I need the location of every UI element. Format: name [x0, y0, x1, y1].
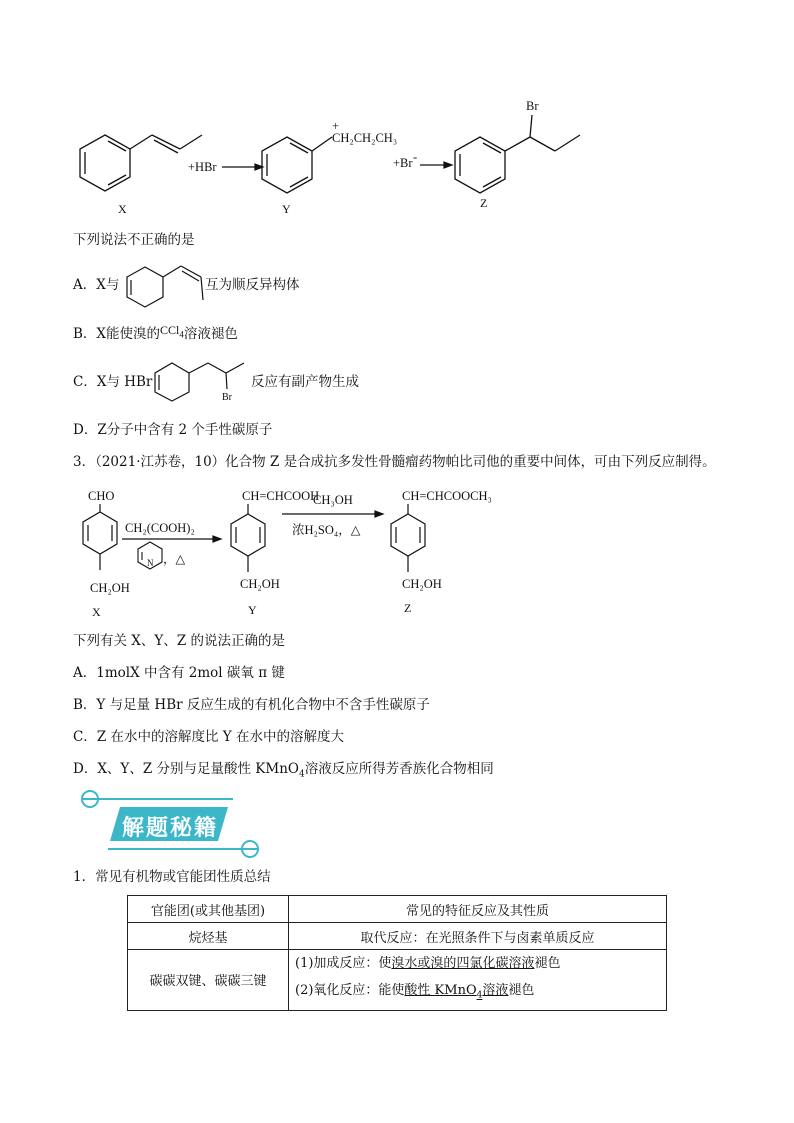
q2-option-a[interactable] [73, 276, 119, 294]
arrow-2 [420, 162, 452, 168]
ccl4-formula: CCl$_4$ [160, 323, 184, 340]
structure-z [455, 115, 580, 193]
cis-isomer-structure [123, 262, 205, 310]
bromopropyl-structure [152, 357, 247, 403]
q2-option-c[interactable] [73, 373, 152, 391]
ring-z [391, 504, 425, 572]
x-cho: CHO [88, 489, 115, 503]
row2-line2: (2)氧化反应：能使酸性 KMnO$_4$溶液褪色 [295, 983, 535, 1001]
header-group: 官能团(或其他基团) [128, 896, 289, 923]
label-x: X [118, 202, 127, 216]
row1-desc: 取代反应：在光照条件下与卤素单质反应 [289, 923, 667, 950]
table-row [128, 923, 667, 950]
reagent-hbr: +HBr [188, 160, 217, 174]
z-top: CH=CHCOOCH₃ [402, 489, 492, 503]
arrow-3b [282, 511, 383, 517]
q3-option-b[interactable]: B．Y 与足量 HBr 反应生成的有机化合物中不含手性碳原子 [73, 697, 430, 713]
q3-prompt: 下列有关 X、Y、Z 的说法正确的是 [73, 633, 285, 649]
arrow1-cond: ，△ [163, 552, 186, 566]
label-y: Y [282, 202, 291, 216]
arrow-1 [222, 164, 263, 170]
q2-option-c-suffix: 反应有副产物生成 [251, 374, 359, 390]
properties-table [127, 895, 667, 1011]
q3-option-a[interactable]: A．1molX 中含有 2mol 碳氧 π 键 [73, 665, 285, 681]
q2-option-b-suffix: 溶液褪色 [183, 326, 238, 342]
y-chain: CH₂CH₂CH₃ [332, 131, 398, 145]
z-br: Br [526, 99, 539, 113]
q2-option-d[interactable]: D．Z分子中含有 2 个手性碳原子 [73, 422, 273, 438]
q2-option-c-prefix: C．X与 HBr [73, 374, 153, 390]
q2-prompt: 下列说法不正确的是 [73, 232, 195, 248]
q2-option-b-prefix: B．X能使溴的 [73, 326, 161, 342]
x-ch2oh: CH₂OH [90, 581, 130, 595]
q3-option-c[interactable]: C．Z 在水中的溶解度比 Y 在水中的溶解度大 [73, 729, 344, 745]
label-y3: Y [248, 603, 257, 617]
q2-option-b[interactable] [73, 325, 238, 347]
label-x3: X [92, 605, 101, 619]
table-row [128, 950, 667, 1011]
row2-group: 碳碳双键、碳碳三键 [128, 950, 289, 1011]
arrow2-cond: 浓H₂SO₄，△ [292, 523, 361, 537]
y-top: CH=CHCOOH [242, 489, 320, 503]
z-bottom: CH₂OH [402, 577, 442, 591]
y-bottom: CH₂OH [240, 577, 280, 591]
arrow2-reagent: CH₃OH [313, 493, 353, 507]
summary-heading: 1．常见有机物或官能团性质总结 [73, 869, 271, 885]
header-reaction: 常见的特征反应及其性质 [289, 896, 667, 923]
ring-x [83, 504, 117, 570]
q2-option-a-prefix: A．X与 [73, 277, 120, 293]
banner-title: 解题秘籍 [122, 816, 219, 841]
q3-stem: 3．（2021·江苏卷，10）化合物 Z 是合成抗多发性骨髓瘤药物帕比司他的重要中间体，可由下列反应制得。 [73, 454, 716, 470]
q3-option-d[interactable]: D．X、Y、Z 分别与足量酸性 KMnO$_4$溶液反应所得芳香族化合物相同 [73, 761, 494, 780]
br-label: Br [222, 392, 232, 403]
row2-desc [289, 950, 667, 1011]
ring-y [231, 504, 265, 572]
structure-y [262, 137, 332, 193]
q2-option-a-suffix: 互为顺反异构体 [205, 277, 300, 293]
structure-x [80, 135, 202, 191]
pyridine-n: N [147, 558, 154, 568]
arrow-3a [122, 536, 221, 542]
reagent-br: +Br [393, 156, 413, 170]
label-z3: Z [404, 601, 412, 615]
y-charge: + [332, 119, 340, 133]
table-header-row [128, 896, 667, 923]
label-z: Z [480, 196, 488, 210]
arrow1-reagent: CH₂(COOH)₂ [125, 521, 195, 535]
q3-reaction-scheme [70, 482, 530, 622]
q2-reaction-scheme [60, 95, 680, 220]
row2-line1: (1)加成反应：使溴水或溴的四氯化碳溶液褪色 [295, 956, 561, 971]
reagent-br-charge: - [413, 150, 418, 164]
row1-group: 烷烃基 [128, 923, 289, 950]
